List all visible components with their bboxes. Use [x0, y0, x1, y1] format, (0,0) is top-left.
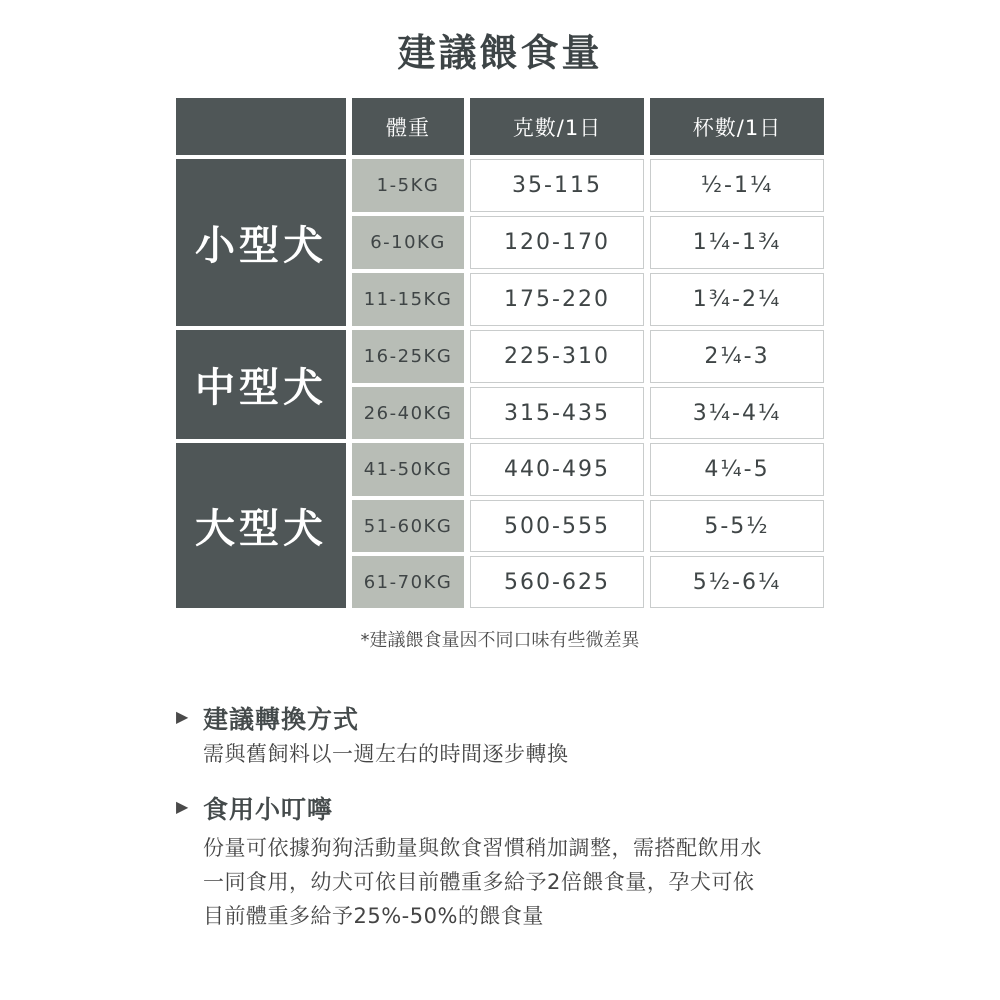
section-title: 食用小叮嚀	[203, 795, 334, 824]
section-text-line: 需與舊飼料以一週左右的時間逐步轉換	[203, 742, 569, 766]
section-title: 建議轉換方式	[203, 705, 360, 734]
table-row-cups: 4¼-5	[650, 443, 824, 496]
table-row-cups: 5-5½	[650, 500, 824, 552]
table-row-weight: 41-50KG	[352, 443, 464, 496]
table-row-grams: 120-170	[470, 216, 644, 269]
table-row-grams: 175-220	[470, 273, 644, 326]
table-row-cups: 3¼-4¼	[650, 387, 824, 439]
table-row-grams: 35-115	[470, 159, 644, 212]
section-text-line: 份量可依據狗狗活動量與飲食習慣稍加調整，需搭配飲用水	[203, 836, 762, 860]
footnote: *建議餵食量因不同口味有些微差異	[360, 630, 640, 651]
table-row-weight: 16-25KG	[352, 330, 464, 383]
section-text-line: 一同食用，幼犬可依目前體重多給予2倍餵食量，孕犬可依	[203, 870, 755, 894]
triangle-bullet-icon: ▶	[176, 797, 189, 816]
table-row-weight: 6-10KG	[352, 216, 464, 269]
section-text-line: 目前體重多給予25%-50%的餵食量	[203, 904, 544, 928]
table-row-weight: 11-15KG	[352, 273, 464, 326]
table-row-cups: ½-1¼	[650, 159, 824, 212]
table-row-weight: 1-5KG	[352, 159, 464, 212]
table-row-cups: 5½-6¼	[650, 556, 824, 608]
table-row-grams: 315-435	[470, 387, 644, 439]
table-row-cups: 2¼-3	[650, 330, 824, 383]
table-row-weight: 51-60KG	[352, 500, 464, 552]
table-row-weight: 26-40KG	[352, 387, 464, 439]
page-title: 建議餵食量	[397, 31, 603, 75]
header-cups: 杯數/1日	[650, 98, 824, 155]
table-row-grams: 560-625	[470, 556, 644, 608]
header-corner	[176, 98, 346, 155]
table-row-grams: 225-310	[470, 330, 644, 383]
table-row-grams: 500-555	[470, 500, 644, 552]
group-medium-dog: 中型犬	[176, 330, 346, 439]
table-row-cups: 1¾-2¼	[650, 273, 824, 326]
table-row-cups: 1¼-1¾	[650, 216, 824, 269]
triangle-bullet-icon: ▶	[176, 707, 189, 726]
table-row-grams: 440-495	[470, 443, 644, 496]
group-large-dog: 大型犬	[176, 443, 346, 608]
table-row-weight: 61-70KG	[352, 556, 464, 608]
group-small-dog: 小型犬	[176, 159, 346, 326]
header-grams: 克數/1日	[470, 98, 644, 155]
header-weight: 體重	[352, 98, 464, 155]
